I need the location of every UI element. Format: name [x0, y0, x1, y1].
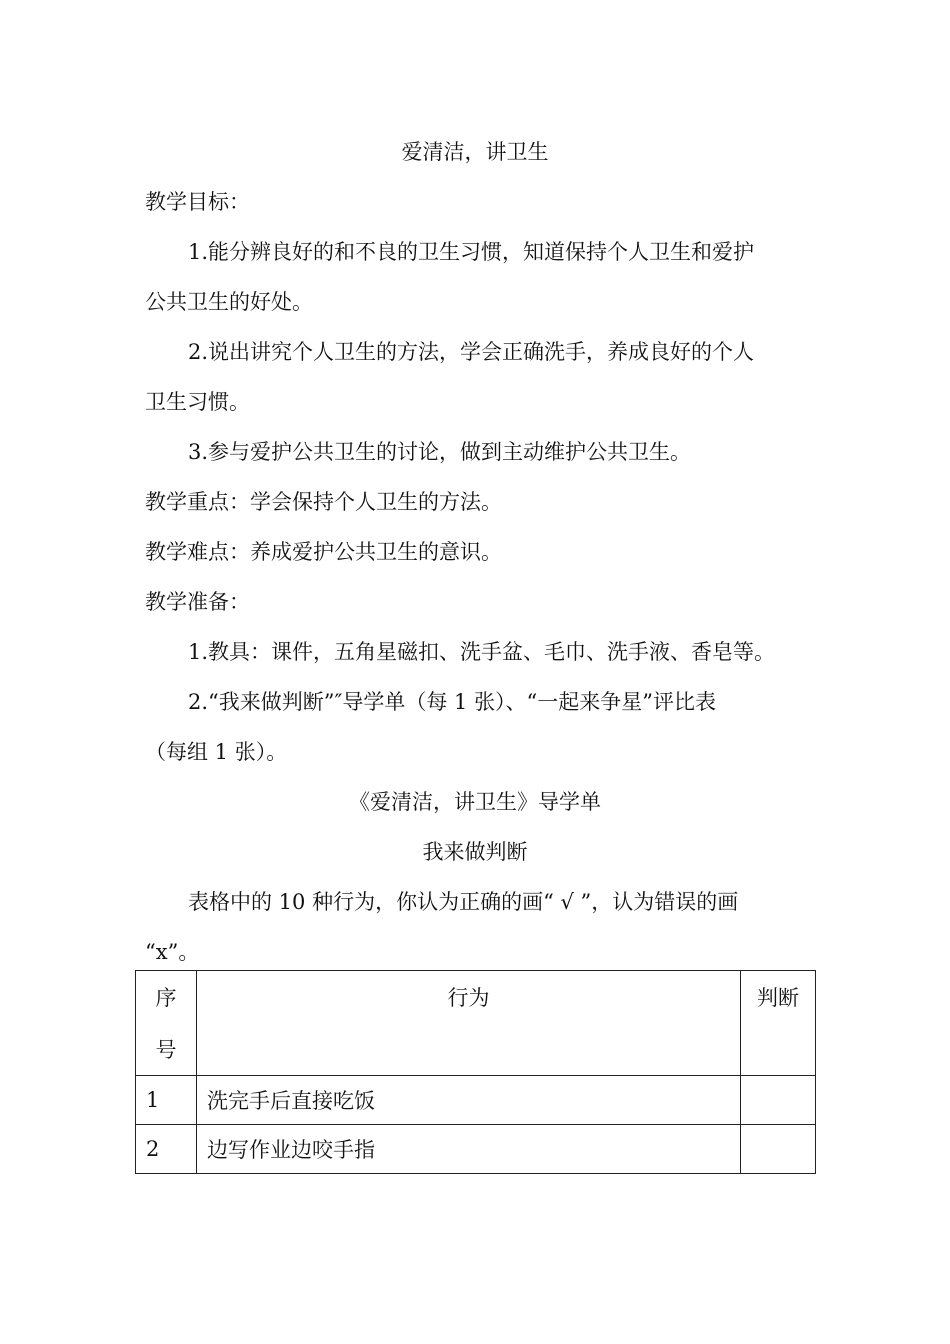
header-behavior: [197, 971, 741, 1076]
header-number-line-2: 号: [155, 1038, 177, 1062]
preparation-item-2-line-2: （每组 1 张）。: [145, 740, 288, 764]
key-point: 教学重点：学会保持个人卫生的方法。: [145, 490, 502, 514]
judgement-table: [135, 970, 816, 1174]
worksheet-title: 《爱清洁，讲卫生》导学单: [349, 790, 601, 814]
table-header-row: [136, 971, 816, 1076]
row-judgement-cell[interactable]: [741, 1076, 816, 1125]
preparation-heading: 教学准备：: [145, 590, 250, 614]
preparation-item-2-line-1: 2.“我来做判断”″导学单（每 1 张）、“一起来争星”评比表: [188, 690, 717, 714]
worksheet-subtitle: 我来做判断: [422, 840, 528, 864]
objectives-heading: 教学目标：: [145, 190, 250, 214]
objective-3: 3.参与爱护公共卫生的讨论，做到主动维护公共卫生。: [188, 440, 692, 464]
objective-1-line-2: 公共卫生的好处。: [145, 290, 313, 314]
header-number: [136, 971, 197, 1076]
row-number: 2: [136, 1125, 197, 1174]
row-behavior: 洗完手后直接吃饭: [197, 1076, 741, 1125]
row-number: 1: [136, 1076, 197, 1125]
objective-2-line-2: 卫生习惯。: [145, 390, 250, 414]
preparation-item-1: 1.教具：课件，五角星磁扣、洗手盆、毛巾、洗手液、香皂等。: [188, 640, 776, 664]
row-judgement-cell[interactable]: [741, 1125, 816, 1174]
row-behavior: 边写作业边咬手指: [197, 1125, 741, 1174]
header-judgement: [741, 971, 816, 1076]
table-row: [136, 1076, 816, 1125]
objective-2-line-1: 2.说出讲究个人卫生的方法，学会正确洗手，养成良好的个人: [188, 340, 755, 364]
header-number-line-1: 序: [155, 986, 177, 1010]
difficulty: 教学难点：养成爱护公共卫生的意识。: [145, 540, 502, 564]
objective-1-line-1: 1.能分辨良好的和不良的卫生习惯，知道保持个人卫生和爱护: [188, 240, 755, 264]
document-title: 爱清洁，讲卫生: [401, 140, 549, 164]
header-behavior-label: 行为: [447, 986, 490, 1010]
table-row: [136, 1125, 816, 1174]
worksheet-instruction-line-2: “x”。: [145, 940, 200, 964]
worksheet-instruction-line-1: 表格中的 10 种行为，你认为正确的画“ √ ”，认为错误的画: [188, 890, 739, 914]
header-judgement-label: 判断: [757, 986, 799, 1010]
